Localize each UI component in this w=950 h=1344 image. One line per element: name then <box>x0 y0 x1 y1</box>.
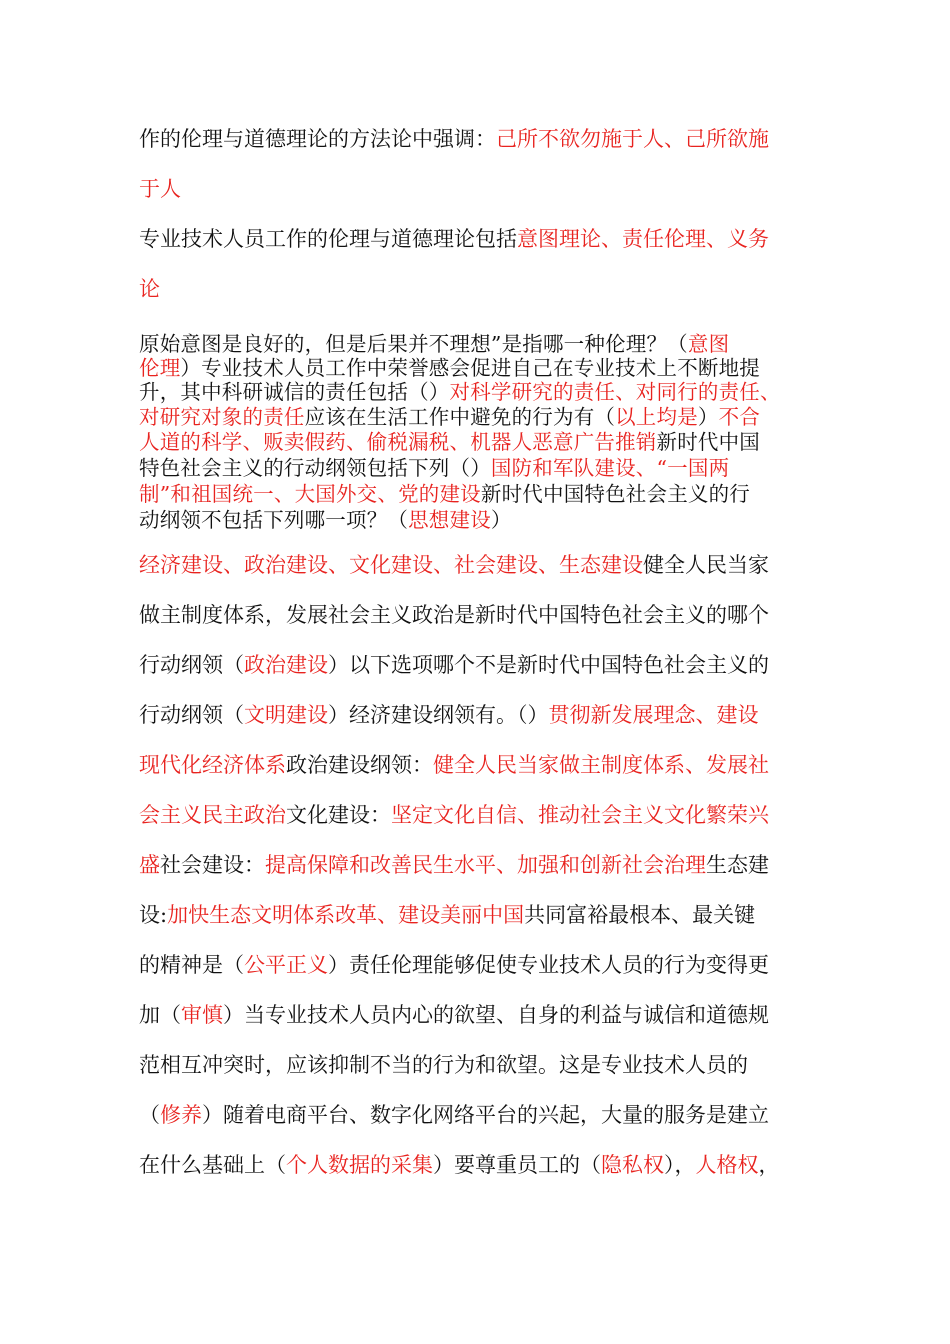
text-line <box>139 356 819 380</box>
text-run: ）当专业技术人员内心的欲望、自身的利益与诚信和道德规 <box>223 1003 769 1027</box>
answer-run: 制”和祖国统一、大国外交、党的建设 <box>139 482 481 506</box>
answer-run: 盛 <box>139 853 160 877</box>
answer-run: 坚定文化自信、推动社会主义文化繁荣兴 <box>391 803 769 827</box>
text-line <box>139 176 819 202</box>
text-run: 原始意图是良好的，但是后果并不理想”是指哪一种伦理？（ <box>139 332 688 356</box>
text-line <box>139 508 819 532</box>
text-run: ）经济建设纲领有。（） <box>328 703 549 727</box>
text-run: 专业技术人员工作的伦理与道德理论包括 <box>139 227 517 251</box>
answer-run: 己所不欲勿施于人、己所欲施 <box>496 127 769 151</box>
text-run: 生态建 <box>706 853 769 877</box>
text-run: 设: <box>139 903 168 927</box>
text-run: ） <box>697 405 719 429</box>
answer-run: 会主义民主政治 <box>139 803 286 827</box>
answer-run: 政治建设 <box>244 653 328 677</box>
answer-run: 现代化经济体系 <box>139 753 286 777</box>
text-run: 做主制度体系，发展社会主义政治是新时代中国特色社会主义的哪个 <box>139 603 769 627</box>
text-run: 应该在生活工作中避免的行为有（ <box>304 405 616 429</box>
text-run: ）随着电商平台、数字化网络平台的兴起，大量的服务是建立 <box>202 1103 769 1127</box>
text-run: 的精神是（ <box>139 953 244 977</box>
answer-run: 意图理论、责任伦理、义务 <box>517 227 769 251</box>
answer-run: 人格权 <box>695 1153 759 1177</box>
text-line <box>139 430 819 454</box>
answer-run: 贯彻新发展理念、建设 <box>548 703 759 727</box>
answer-run: 对科学研究的责任、对同行的责任、 <box>449 380 781 404</box>
answer-run: 国防和军队建设、“一国两 <box>490 456 730 480</box>
text-run: 加（ <box>139 1003 181 1027</box>
text-run: ）专业技术人员工作中荣誉感会促进自己在专业技术上不断地提 <box>180 356 761 380</box>
text-run: 特色社会主义的行动纲领包括下列（） <box>139 456 491 480</box>
text-run: ）要尊重员工的（ <box>433 1153 601 1177</box>
text-line <box>139 276 819 302</box>
text-run: 社会建设： <box>160 853 265 877</box>
answer-run: 健全人民当家做主制度体系、发展社 <box>433 753 769 777</box>
text-line <box>139 482 819 506</box>
text-run: ）以下选项哪个不是新时代中国特色社会主义的 <box>328 653 769 677</box>
text-line <box>139 226 819 252</box>
text-run: 行动纲领（ <box>139 703 244 727</box>
text-run: 升，其中科研诚信的责任包括（） <box>139 380 450 404</box>
answer-run: 以上均是 <box>615 405 698 429</box>
text-line <box>139 1102 819 1128</box>
text-run: 政治建设纲领： <box>286 753 433 777</box>
text-run: ） <box>490 508 512 532</box>
text-line <box>139 602 819 628</box>
answer-run: 人道的科学、贩卖假药、偷税漏税、机器人恶意广告推销 <box>139 430 657 454</box>
answer-run: 提高保障和改善民生水平、加强和创新社会治理 <box>265 853 706 877</box>
answer-run: 公平正义 <box>244 953 328 977</box>
answer-run: 对研究对象的责任 <box>139 405 305 429</box>
text-run: 行动纲领（ <box>139 653 244 677</box>
text-run: （ <box>139 1103 160 1127</box>
text-run: 在什么基础上（ <box>139 1153 286 1177</box>
text-line <box>139 380 819 404</box>
text-run: 文化建设： <box>286 803 391 827</box>
text-line <box>139 952 819 978</box>
text-run: 健全人民当家 <box>643 553 769 577</box>
text-line <box>139 332 819 356</box>
answer-run: 论 <box>139 277 160 301</box>
answer-run: 经济建设、政治建设、文化建设、社会建设、生态建设 <box>139 553 643 577</box>
answer-run: 隐私权 <box>601 1153 664 1177</box>
text-line <box>139 852 819 878</box>
text-line <box>139 752 819 778</box>
answer-run: 意图 <box>687 332 730 356</box>
text-line <box>139 456 819 480</box>
answer-run: 文明建设 <box>244 703 328 727</box>
text-line <box>139 1052 819 1078</box>
text-line <box>139 802 819 828</box>
text-run: ， <box>758 1153 780 1177</box>
text-line <box>139 405 819 429</box>
text-line <box>139 552 819 578</box>
answer-run: 于人 <box>139 177 181 201</box>
text-line <box>139 902 819 928</box>
text-run: 共同富裕最根本、最关键 <box>524 903 756 927</box>
text-run: ）， <box>664 1153 696 1177</box>
text-line <box>139 652 819 678</box>
answer-run: 伦理 <box>139 356 181 380</box>
answer-run: 加快生态文明体系改革、建设美丽中国 <box>167 903 525 927</box>
answer-run: 个人数据的采集 <box>286 1153 433 1177</box>
text-run: 新时代中国特色社会主义的行 <box>480 482 750 506</box>
text-line <box>139 126 819 152</box>
answer-run: 修养 <box>160 1103 202 1127</box>
text-run: 范相互冲突时，应该抑制不当的行为和欲望。这是专业技术人员的 <box>139 1053 748 1077</box>
answer-run: 审慎 <box>181 1003 223 1027</box>
text-run: 作的伦理与道德理论的方法论中强调： <box>139 127 496 151</box>
answer-run: 思想建设 <box>408 508 491 532</box>
text-run: 新时代中国 <box>656 430 760 454</box>
text-line <box>139 702 819 728</box>
text-run: ）责任伦理能够促使专业技术人员的行为变得更 <box>328 953 769 977</box>
text-line <box>139 1152 819 1178</box>
text-line <box>139 1002 819 1028</box>
answer-run: 不合 <box>718 405 761 429</box>
text-run: 动纲领不包括下列哪一项？（ <box>139 508 409 532</box>
